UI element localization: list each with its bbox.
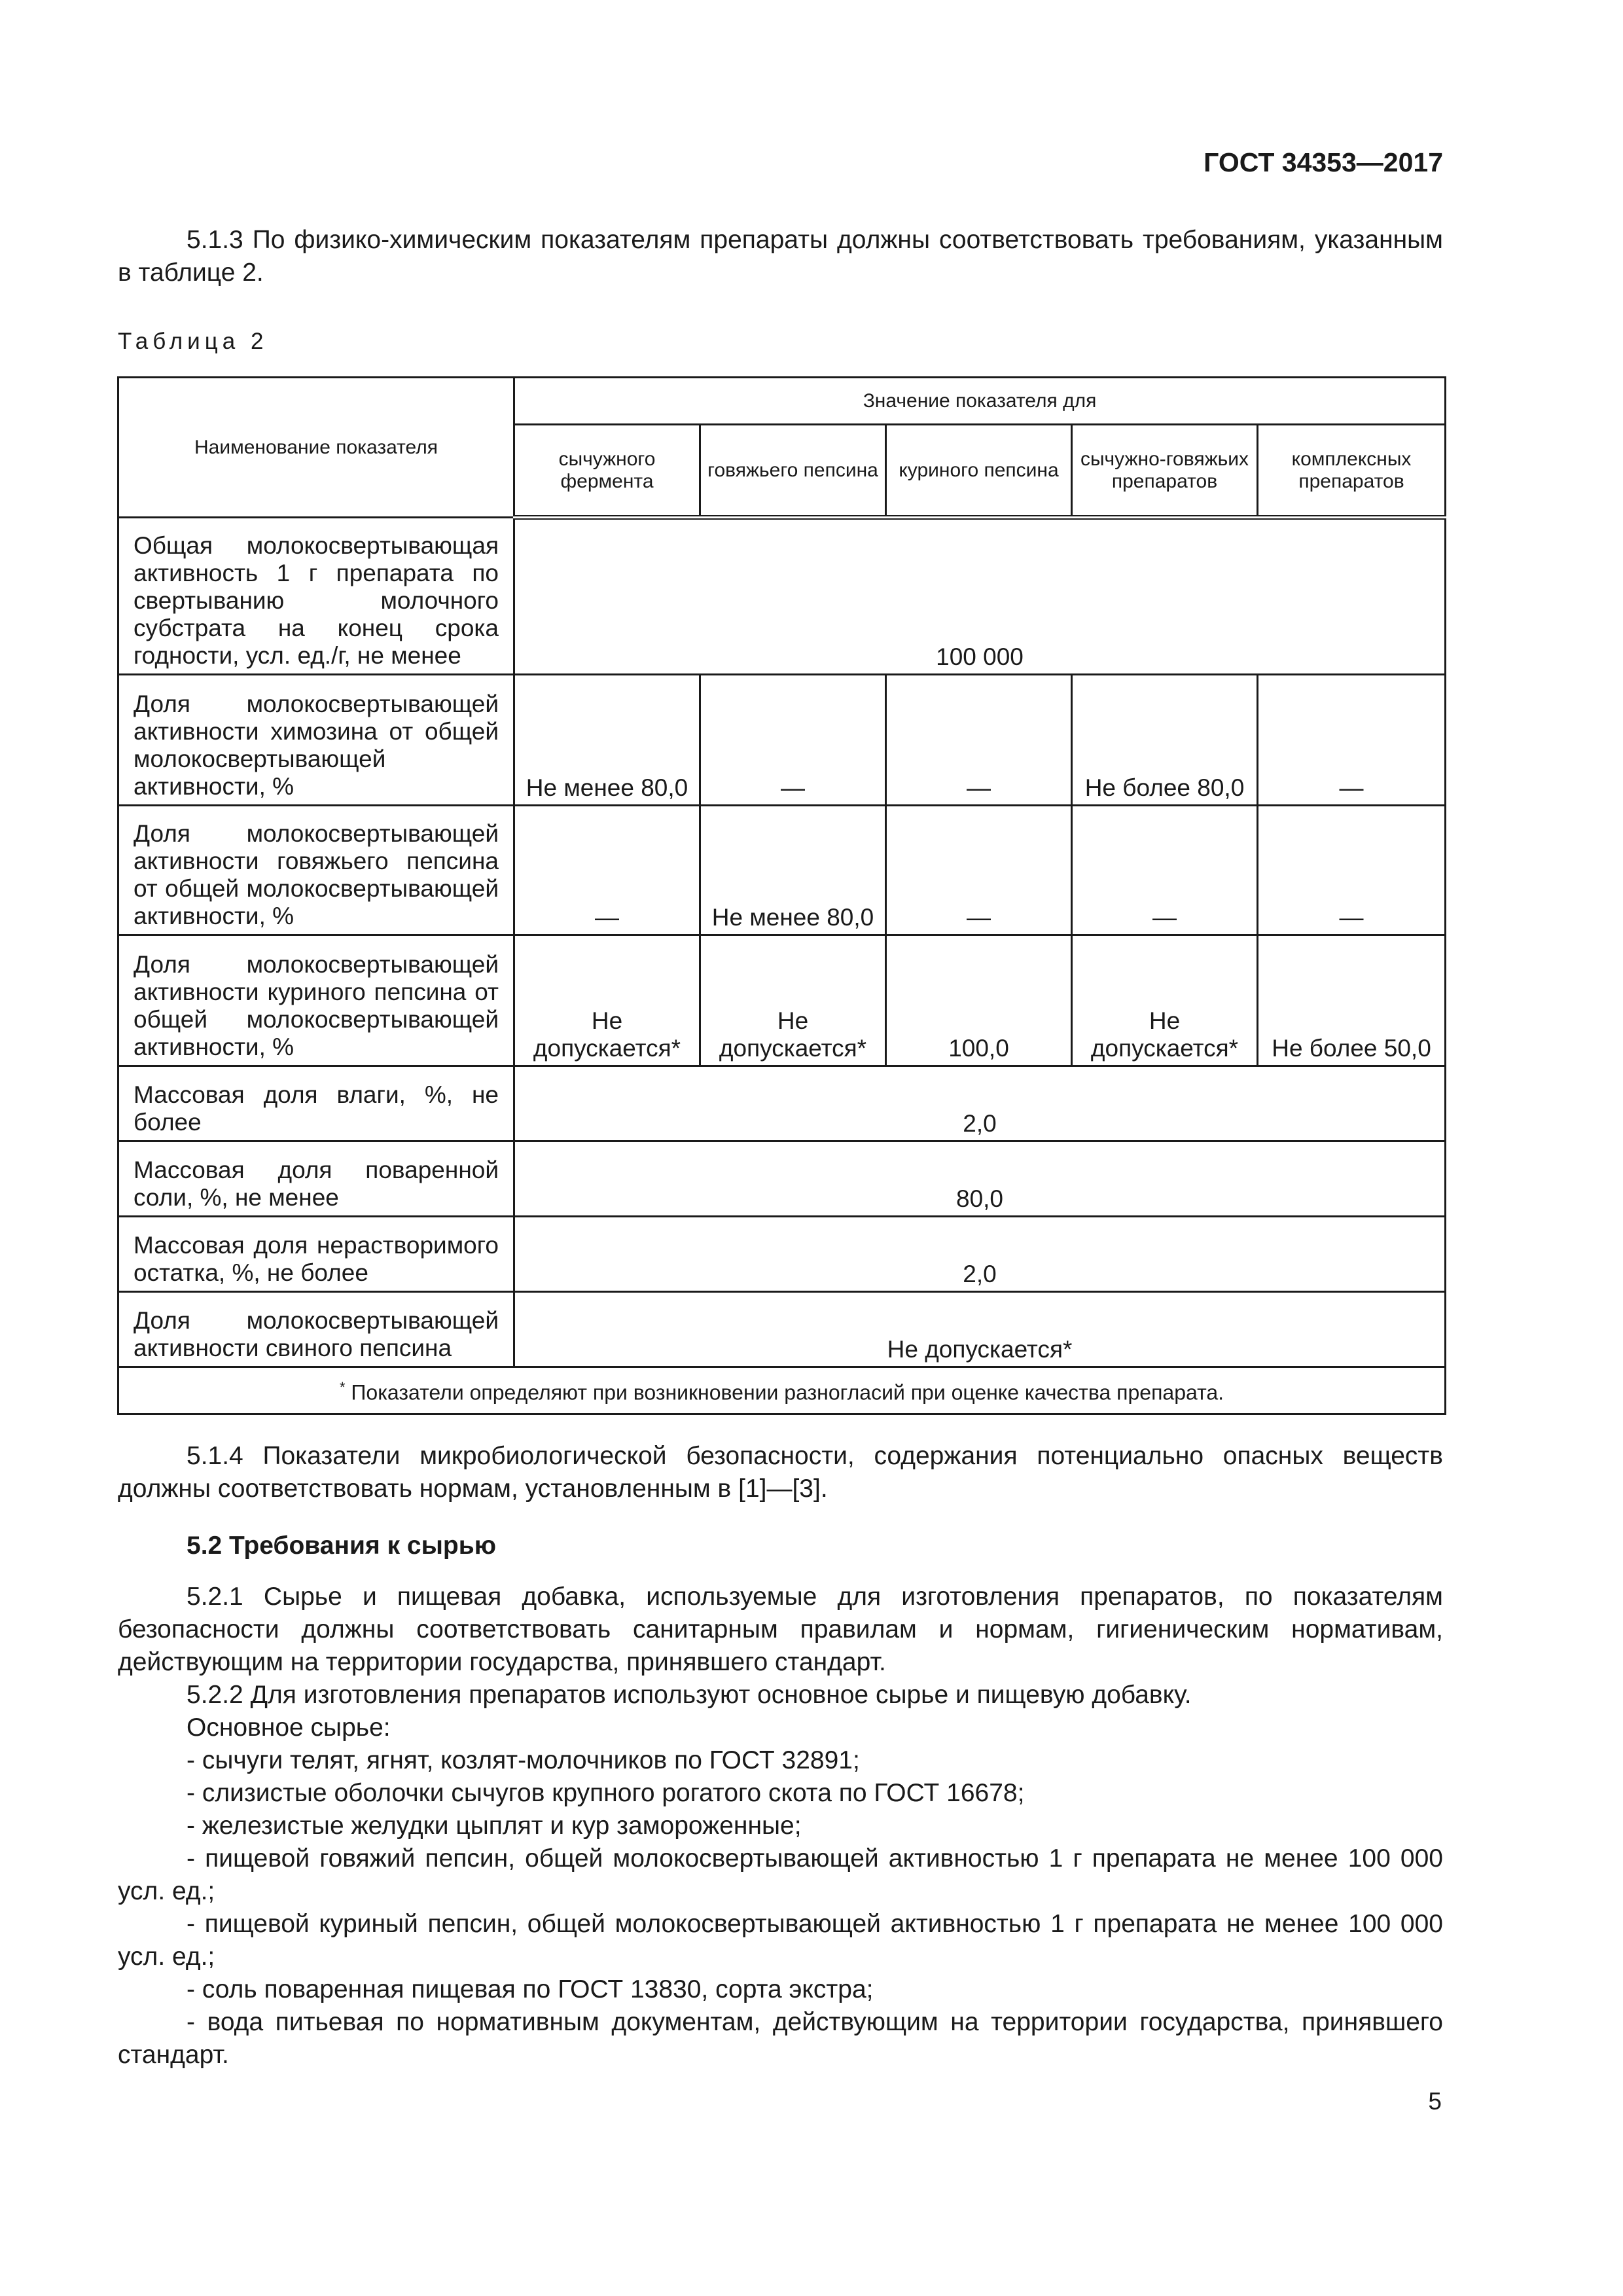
table-row <box>118 675 1446 806</box>
paragraph-5-2-1: 5.2.1 Сырье и пищевая добавка, используемые для изготовления препаратов, по показателям безопасности должны соответствовать санитарным правилам и нормам, гигиеническим нормативам, действующим на территории государства, принявшего стандарт. <box>118 1583 1443 1676</box>
row-name: Доля молокосвертывающей активности свиного пепсина <box>118 1292 514 1367</box>
page-number: 5 <box>1428 2088 1442 2115</box>
header-col-4: сычужно-говяжьих препаратов <box>1072 425 1258 518</box>
row-name: Доля молокосвертывающей активности говяжьего пепсина от общей молокосвертывающей активности, % <box>118 806 514 935</box>
row-name: Массовая доля влаги, %, не более <box>118 1066 514 1141</box>
table-row <box>118 1292 1446 1367</box>
table-row <box>118 1217 1446 1292</box>
table-row <box>118 935 1446 1066</box>
footnote-text: Показатели определяют при возникновении разногласий при оценке качества препарата. <box>351 1380 1224 1405</box>
header-col-1: сычужного фермента <box>514 425 700 518</box>
row-merged-value: 2,0 <box>514 1066 1446 1141</box>
header-name: Наименование показателя <box>118 378 514 518</box>
cell-value: Не допускается* <box>700 935 886 1066</box>
cell-value: — <box>1072 806 1258 935</box>
row-name: Массовая доля поваренной соли, %, не менее <box>118 1141 514 1217</box>
cell-value: Не более 50,0 <box>1258 935 1446 1066</box>
cell-value: Не менее 80,0 <box>700 806 886 935</box>
table-row <box>118 518 1446 675</box>
raw-materials-list <box>118 1679 1443 2072</box>
basic-materials-label: Основное сырье: <box>187 1713 391 1742</box>
list-item: - пищевой куриный пепсин, общей молокосвертывающей активностью 1 г препарата не менее 100 000 усл. ед.; <box>118 1910 1443 1971</box>
row-name: Общая молокосвертывающая активность 1 г препарата по свертыванию молочного субстрата на конец срока годности, усл. ед./г, не менее <box>118 518 514 675</box>
cell-value: Не допускается* <box>514 935 700 1066</box>
header-col-5: комплексных препаратов <box>1258 425 1446 518</box>
list-item: - пищевой говяжий пепсин, общей молокосвертывающей активностью 1 г препарата не менее 100 000 усл. ед.; <box>118 1844 1443 1905</box>
list-item: - соль поваренная пищевая по ГОСТ 13830, сорта экстра; <box>187 1975 874 2003</box>
table-row <box>118 806 1446 935</box>
paragraph-5-1-3: 5.1.3 По физико-химическим показателям препараты должны соответствовать требованиям, указанным в таблице 2. <box>118 226 1443 287</box>
row-name: Массовая доля нерастворимого остатка, %, не более <box>118 1217 514 1292</box>
row-merged-value: 100 000 <box>514 518 1446 675</box>
header-col-3: куриного пепсина <box>886 425 1072 518</box>
cell-value: — <box>1258 675 1446 806</box>
cell-value: — <box>886 675 1072 806</box>
cell-value: 100,0 <box>886 935 1072 1066</box>
list-item: - железистые желудки цыплят и кур замороженные; <box>187 1812 802 1840</box>
cell-value: Не менее 80,0 <box>514 675 700 806</box>
list-item: - вода питьевая по нормативным документам, действующим на территории государства, принявшего стандарт. <box>118 2008 1443 2069</box>
table-caption: Таблица 2 <box>118 329 268 354</box>
header-group: Значение показателя для <box>514 378 1446 425</box>
cell-value: — <box>700 675 886 806</box>
list-item: - слизистые оболочки сычугов крупного рогатого скота по ГОСТ 16678; <box>187 1779 1025 1807</box>
row-merged-value: 2,0 <box>514 1217 1446 1292</box>
table-row <box>118 1066 1446 1141</box>
paragraph-5-2-2: 5.2.2 Для изготовления препаратов используют основное сырье и пищевую добавку. <box>187 1681 1192 1709</box>
table-footnote <box>118 1367 1446 1414</box>
document-header: ГОСТ 34353—2017 <box>1204 147 1443 177</box>
cell-value: Не допускается* <box>1072 935 1258 1066</box>
row-merged-value: 80,0 <box>514 1141 1446 1217</box>
cell-value: — <box>886 806 1072 935</box>
row-name: Доля молокосвертывающей активности куриного пепсина от общей молокосвертывающей активности, % <box>118 935 514 1066</box>
footnote-mark: * <box>339 1378 346 1395</box>
row-name: Доля молокосвертывающей активности химозина от общей молокосвертывающей активности, % <box>118 675 514 806</box>
cell-value: — <box>514 806 700 935</box>
cell-value: Не более 80,0 <box>1072 675 1258 806</box>
row-merged-value: Не допускается* <box>514 1292 1446 1367</box>
list-item: - сычуги телят, ягнят, козлят-молочников по ГОСТ 32891; <box>187 1746 860 1774</box>
section-heading-5-2: 5.2 Требования к сырью <box>187 1532 497 1560</box>
paragraph-5-1-4: 5.1.4 Показатели микробиологической безопасности, содержания потенциально опасных веществ должны соответствовать нормам, установленным в [1]—[3]. <box>118 1442 1443 1503</box>
table-2 <box>117 376 1446 1415</box>
table-row <box>118 1141 1446 1217</box>
header-col-2: говяжьего пепсина <box>700 425 886 518</box>
cell-value: — <box>1258 806 1446 935</box>
